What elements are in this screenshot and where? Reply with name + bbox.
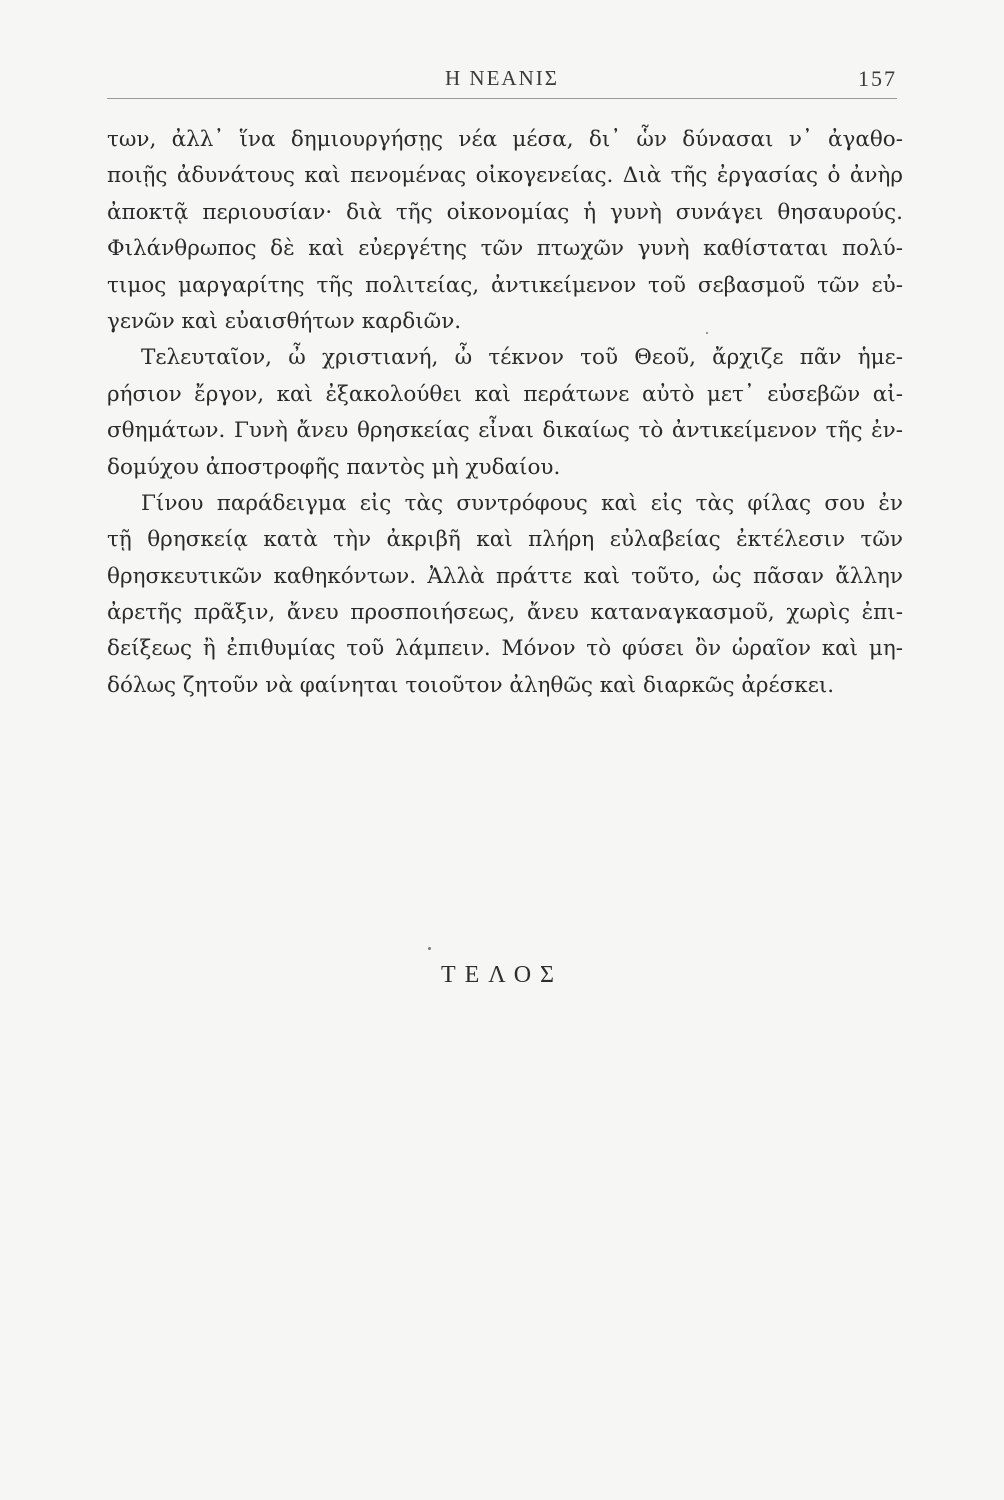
running-header <box>107 62 897 99</box>
text-line: σθημάτων. Γυνὴ ἄνευ θρησκείας εἶναι δικαίως τὸ ἀντικείμενον τῆς ἐν- <box>107 418 903 444</box>
text-line: Γίνου παράδειγμα εἰς τὰς συντρόφους καὶ εἰς τὰς φίλας σου ἐν <box>141 490 903 516</box>
text-line: τιμος μαργαρίτης τῆς πολιτείας, ἀντικείμενον τοῦ σεβασμοῦ τῶν εὐ- <box>107 272 903 298</box>
text-line: δομύχου ἀποστροφῆς παντὸς μὴ χυδαίου. <box>107 454 561 480</box>
text-line: θρησκευτικῶν καθηκόντων. Ἀλλὰ πράττε καὶ τοῦτο, ὡς πᾶσαν ἄλλην <box>107 563 903 589</box>
text-line: γενῶν καὶ εὐαισθήτων καρδιῶν. <box>107 308 462 334</box>
running-title: Η ΝΕΑΝΙΣ <box>445 66 559 90</box>
text-line: ἀρετῆς πρᾶξιν, ἄνευ προσποιήσεως, ἄνευ καταναγκασμοῦ, χωρὶς ἐπι- <box>107 600 903 626</box>
text-line: ρήσιον ἔργον, καὶ ἐξακολούθει καὶ περάτωνε αὐτὸ μετ᾿ εὐσεβῶν αἰ- <box>107 381 903 407</box>
text-line: ποιῇς ἀδυνάτους καὶ πενομένας οἰκογενείας. Διὰ τῆς ἐργασίας ὁ ἀνὴρ <box>107 163 903 189</box>
text-line: τῇ θρησκείᾳ κατὰ τὴν ἀκριβῆ καὶ πλήρη εὐλαβείας ἐκτέλεσιν τῶν <box>107 527 903 553</box>
body-text <box>107 122 903 704</box>
text-line: Τελευταῖον, ὦ χριστιανή, ὦ τέκνον τοῦ Θεοῦ, ἄρχιζε πᾶν ἡμε- <box>141 345 903 371</box>
text-line: των, ἀλλ᾿ ἵνα δημιουργήσῃς νέα μέσα, δι᾿ ὧν δύνασαι ν᾿ ἀγαθο- <box>107 127 903 152</box>
text-line: δείξεως ἢ ἐπιθυμίας τοῦ λάμπειν. Μόνον τὸ φύσει ὂν ὡραῖον καὶ μη- <box>107 636 903 662</box>
paper-speck <box>706 332 708 334</box>
text-line: δόλως ζητοῦν νὰ φαίνηται τοιοῦτον ἀληθῶς καὶ διαρκῶς ἀρέσκει. <box>107 672 835 698</box>
text-line: ἀποκτᾷ περιουσίαν· διὰ τῆς οἰκονομίας ἡ γυνὴ συνάγει θησαυρούς. <box>107 199 903 225</box>
text-line: Φιλάνθρωπος δὲ καὶ εὐεργέτης τῶν πτωχῶν γυνὴ καθίσταται πολύ- <box>107 236 903 262</box>
page-number: 157 <box>858 66 897 91</box>
ending-mark: ΤΕΛΟΣ <box>440 962 564 988</box>
paper-speck <box>428 947 431 950</box>
